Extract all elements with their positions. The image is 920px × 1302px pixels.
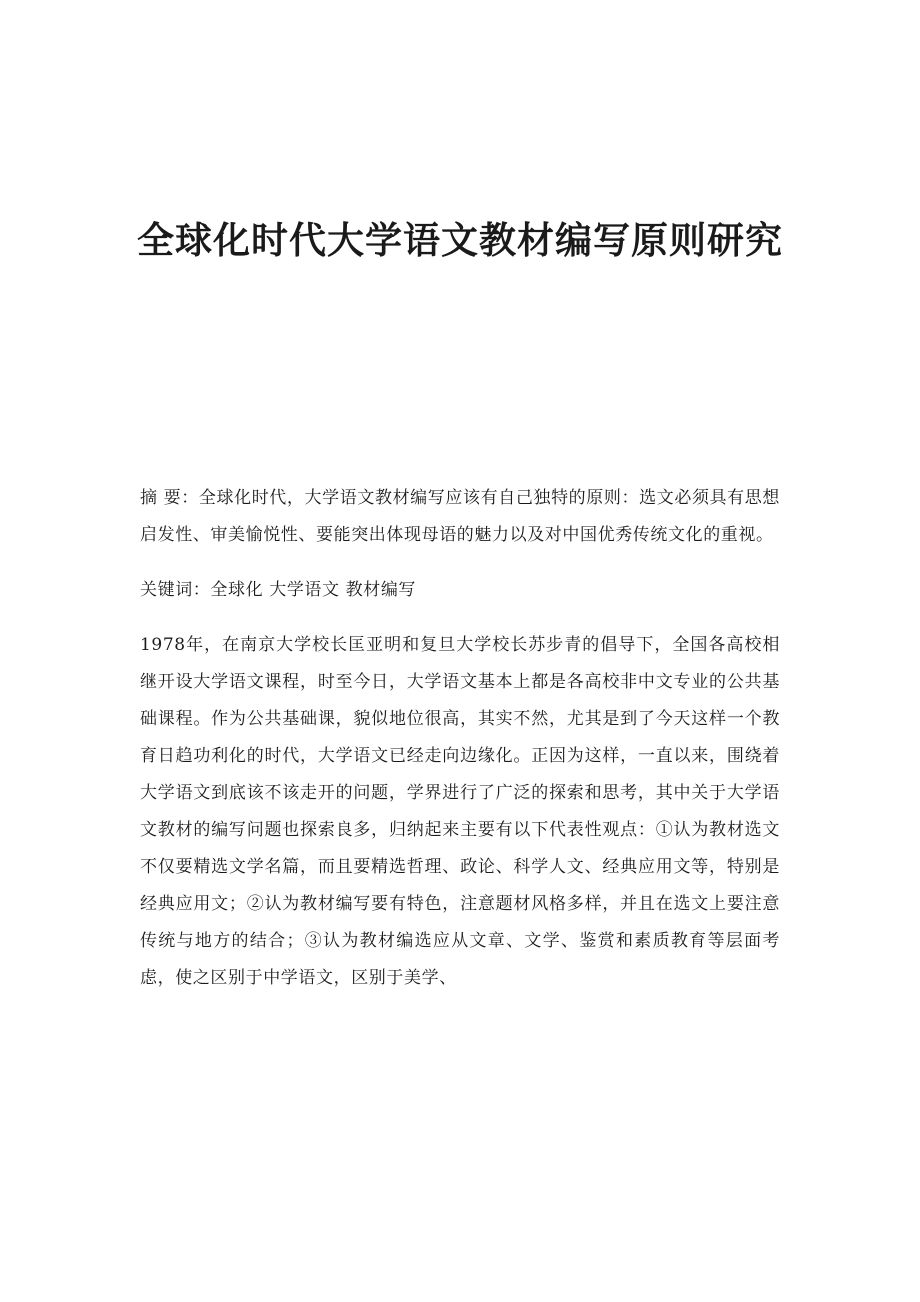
body-paragraph: 1978年，在南京大学校长匡亚明和复旦大学校长苏步青的倡导下，全国各高校相继开设大学语文课程，时至今日，大学语文基本上都是各高校非中文专业的公共基础课程。作为公共基础课，貌似地位很高，其实不然，尤其是到了今天这样一个教育日趋功利化的时代，大学语文已经走向边缘化。正因为这样，一直以来，围绕着大学语文到底该不该走开的问题，学界进行了广泛的探索和思考，其中关于大学语文教材的编写问题也探索良多，归纳起来主要有以下代表性观点：①认为教材选文不仅要精选文学名篇，而且要精选哲理、政论、科学人文、经典应用文等，特别是经典应用文；②认为教材编写要有特色，注意题材风格多样，并且在选文上要注意传统与地方的结合；③认为教材编选应从文章、文学、鉴赏和素质教育等层面考虑，使之区别于中学语文，区别于美学、 [140,635,780,988]
abstract-paragraph [140,480,780,554]
paper-body [140,480,780,1015]
keyword-item: 教材编写 [345,580,417,600]
keyword-item: 大学语文 [269,580,340,600]
keywords-paragraph [140,572,780,609]
paper-title: 全球化时代大学语文教材编写原则研究 [137,218,783,262]
abstract-text: 全球化时代，大学语文教材编写应该有自己独特的原则：选文必须具有思想启发性、审美愉悦性、要能突出体现母语的魅力以及对中国优秀传统文化的重视。 [140,488,780,545]
keyword-item: 全球化 [210,580,264,600]
keywords-label: 关键词： [140,580,211,600]
abstract-label: 摘 要： [140,488,199,508]
